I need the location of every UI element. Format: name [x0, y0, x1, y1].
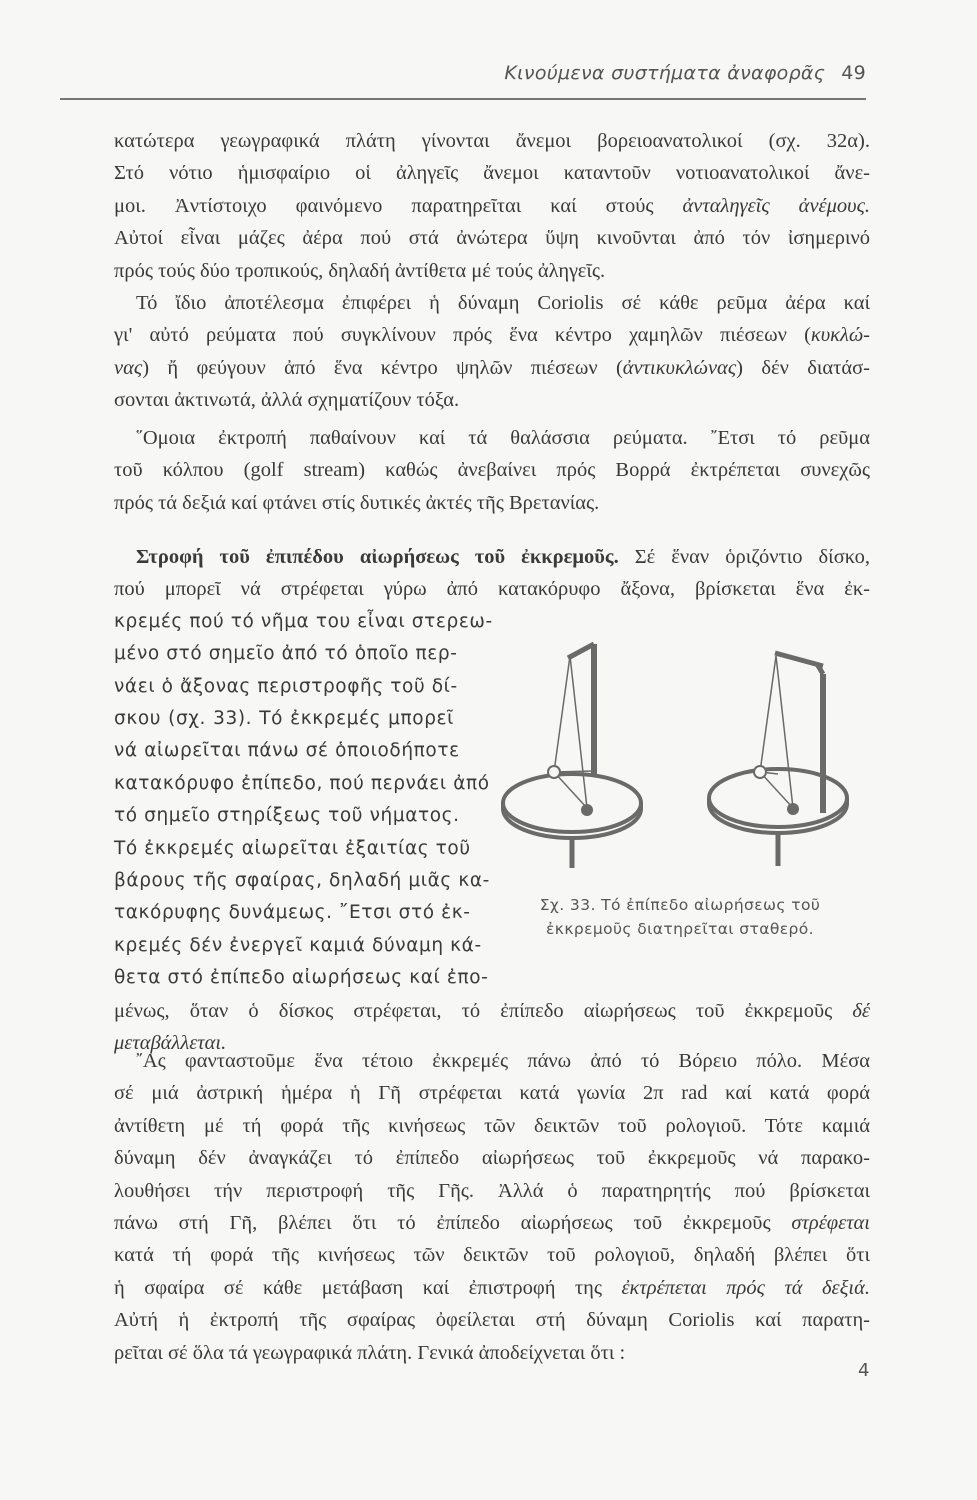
italic-term: κυκλώ- [810, 324, 870, 347]
text-line: σέ μιά ἀστρική ἡμέρα ἡ Γῆ στρέφεται κατά γωνία 2π rad καί κατά φορά [114, 1082, 870, 1105]
text-line: μένο στό σημεῖο ἀπό τό ὁποῖο περ- [114, 643, 458, 665]
italic-term: νας [114, 356, 143, 379]
pendulum-diagram [480, 638, 880, 890]
caption-line: Σχ. 33. Τό ἐπίπεδο αἰωρήσεως τοῦ [539, 896, 821, 914]
italic-term: ἀνταληγεῖς ἀνέμους. [682, 194, 871, 217]
text-line: γι' αὐτό ρεύματα πού συγκλίνουν πρός ἕνα κέντρο χαμηλῶν πιέσεων (κυκλώ- [114, 324, 870, 347]
italic-term: στρέφεται [791, 1212, 870, 1235]
disc-right [709, 769, 847, 827]
text-line: νας) ἤ φεύγουν ἀπό ἕνα κέντρο ψηλῶν πιέσεων (ἀντικυκλώνας) δέν διατάσ- [114, 356, 870, 379]
text-line: τοῦ κόλπου (golf stream) καθώς ἀνεβαίνει πρός Βορρά ἐκτρέπεται συνεχῶς [114, 459, 870, 482]
header-rule [60, 98, 866, 100]
text-line: σονται ἀκτινωτά, ἀλλά σχηματίζουν τόξα. [114, 389, 460, 412]
text-line: πρός τούς δύο τροπικούς, δηλαδή ἀντίθετα μέ τούς ἀληγεῖς. [114, 259, 606, 282]
disc-left [503, 774, 641, 832]
page-number: 49 [841, 62, 866, 84]
thread-right-a [760, 656, 776, 772]
paragraph-2 [114, 287, 870, 417]
italic-term: δέ [852, 999, 870, 1022]
bob-right [787, 803, 799, 815]
paragraph-3 [114, 422, 870, 519]
text-line: θετα στό ἐπίπεδο αἰωρήσεως καί ἐπο- [114, 967, 489, 989]
text-line: νά αἰωρεῖται πάνω σέ ὁποιοδήποτε [114, 740, 460, 762]
figure-33 [480, 638, 880, 890]
text-line: ἡ σφαίρα σέ κάθε μετάβαση καί ἐπιστροφή της ἐκτρέπεται πρός τά δεξιά. [114, 1276, 870, 1299]
text-line: νάει ὁ ἄξονας περιστροφῆς τοῦ δί- [114, 675, 458, 697]
text-line: βάρους τῆς σφαίρας, δηλαδή μιᾶς κα- [114, 870, 490, 892]
pendulum-right [709, 653, 847, 866]
text-line: λουθήσει τήν περιστροφή τῆς Γῆς. Ἀλλά ὁ παρατηρητής πού βρίσκεται [114, 1179, 870, 1202]
text-line: κατακόρυφο ἐπίπεδο, πού περνάει ἀπό [114, 772, 490, 794]
running-title: Κινούμενα συστήματα ἀναφορᾶς [504, 62, 826, 84]
signature-number: 4 [858, 1360, 870, 1381]
italic-term: ἐκτρέπεται πρός τά δεξιά. [621, 1276, 870, 1299]
text-line: κατώτερα γεωγραφικά πλάτη γίνονται ἄνεμοι βορειοανατολικοί (σχ. 32α). [114, 130, 870, 152]
italic-term: μεταβάλλεται. [114, 1032, 227, 1055]
section-heading: Στροφή τοῦ ἐπιπέδου αἰωρήσεως τοῦ ἐκκρεμοῦς. [136, 546, 619, 568]
thread-left-a [554, 656, 570, 772]
text-line: Τό ἐκκρεμές αἰωρεῖται ἐξαιτίας τοῦ [114, 837, 471, 859]
running-head [114, 62, 866, 84]
text-line: Αὐτοί εἶναι μάζες ἀέρα πού στά ἀνώτερα ὕψη κινοῦνται ἀπό τόν ἰσημερινό [114, 227, 870, 250]
text-line: τό σημεῖο στηρίξεως τοῦ νήματος. [114, 805, 460, 827]
text-line: πάνω στή Γῆ, βλέπει ὅτι τό ἐπίπεδο αἰωρήσεως τοῦ ἐκκρεμοῦς στρέφεται [114, 1212, 870, 1235]
text-line: σκου (σχ. 33). Τό ἐκκρεμές μπορεῖ [114, 708, 454, 730]
text-line: Τό ἴδιο ἀποτέλεσμα ἐπιφέρει ἡ δύναμη Coriolis σέ κάθε ρεῦμα ἀέρα καί [136, 292, 870, 314]
bob-start-right [754, 766, 766, 778]
paragraph-5 [114, 1045, 870, 1369]
paragraph-1 [114, 125, 870, 287]
text-line: κατά τή φορά τῆς κινήσεως τῶν δεικτῶν τοῦ ρολογιοῦ, δηλαδή βλέπει ὅτι [114, 1244, 870, 1267]
text-line: Αὐτή ἡ ἐκτροπή τῆς σφαίρας ὀφείλεται στή δύναμη Coriolis καί παρατη- [114, 1309, 870, 1332]
text-line: μένως, ὅταν ὁ δίσκος στρέφεται, τό ἐπίπεδο αἰωρήσεως τοῦ ἐκκρεμοῦς δέ [114, 999, 870, 1022]
text-line: πού μπορεῖ νά στρέφεται γύρω ἀπό κατακόρυφο ἄξονα, βρίσκεται ἕνα ἐκ- [114, 578, 870, 601]
text-line: Στροφή τοῦ ἐπιπέδου αἰωρήσεως τοῦ ἐκκρεμοῦς. Σέ ἕναν ὁριζόντιο δίσκο, [136, 546, 870, 568]
text-line: δύναμη δέν ἀναγκάζει τό ἐπίπεδο αἰωρήσεως τοῦ ἐκκρεμοῦς νά παρακο- [114, 1147, 870, 1170]
caption-line: ἐκκρεμοῦς διατηρεῖται σταθερό. [546, 920, 814, 938]
text-line: τακόρυφης δυνάμεως. ῎Ετσι στό ἐκ- [114, 902, 471, 924]
text-line: μοι. Ἀντίστοιχο φαινόμενο παρατηρεῖται καί στούς ἀνταληγεῖς ἀνέμους. [114, 194, 871, 217]
italic-term: ἀντικυκλώνας [622, 356, 737, 379]
pendulum-left [503, 644, 641, 868]
bob-start-left [548, 766, 560, 778]
text-line: ῞Ομοια ἐκτροπή παθαίνουν καί τά θαλάσσια ρεύματα. ῎Ετσι τό ρεῦμα [136, 427, 870, 449]
text-line: Στό νότιο ἡμισφαίριο οἱ ἀληγεῖς ἄνεμοι καταντοῦν νοτιοανατολικοί ἄνε- [114, 162, 870, 185]
text-line: ῎Ας φανταστοῦμε ἕνα τέτοιο ἐκκρεμές πάνω ἀπό τό Βόρειο πόλο. Μέσα [136, 1050, 870, 1072]
support-arm-left [568, 644, 594, 658]
text-line: κρεμές δέν ἐνεργεῖ καμιά δύναμη κά- [114, 934, 482, 956]
figure-caption [480, 893, 880, 941]
text-line: ἀντίθετη μέ τή φορά τῆς κινήσεως τῶν δεικτῶν τοῦ ρολογιοῦ. Τότε καμιά [114, 1114, 870, 1137]
bob-left [581, 804, 593, 816]
text-line: πρός τά δεξιά καί φτάνει στίς δυτικές ἀκτές τῆς Βρετανίας. [114, 491, 600, 514]
text-line: κρεμές πού τό νῆμα του εἶναι στερεω- [114, 610, 493, 632]
text-line: ρεῖται σέ ὅλα τά γεωγραφικά πλάτη. Γενικά ἀποδείχνεται ὅτι : [114, 1341, 626, 1364]
support-arm-right [775, 653, 823, 666]
